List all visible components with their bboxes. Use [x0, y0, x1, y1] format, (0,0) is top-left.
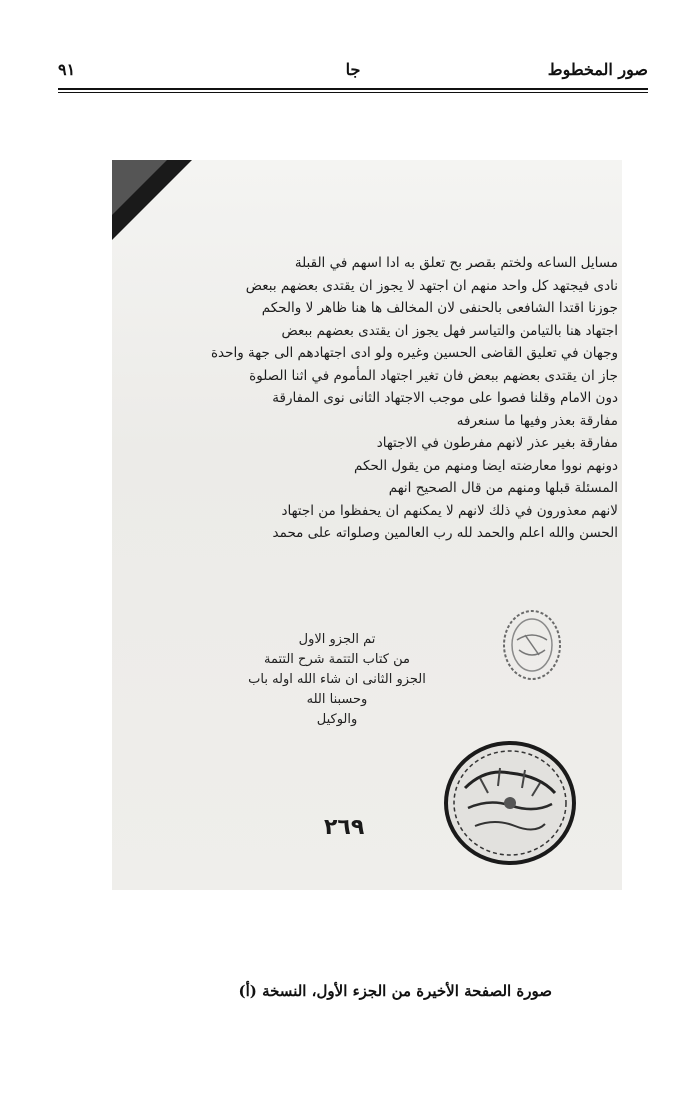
colophon-line: الجزو الثانى ان شاء الله اوله باب — [248, 672, 426, 687]
manuscript-line: مسايل الساعه ولختم بقصر بح تعلق به ادا اسهم في القبلة — [294, 255, 618, 271]
manuscript-corner-fold — [112, 160, 167, 215]
manuscript-line: اجتهاد هنا بالتيامن والتياسر فهل يجوز ان يقتدى بعضهم ببعض — [281, 322, 618, 339]
folio-number: ٢٦٩ — [324, 815, 365, 840]
colophon-line: والوكيل — [316, 712, 358, 727]
manuscript-line: دونهم نووا معارضته ايضا ومنهم من يقول الحكم — [354, 457, 618, 474]
header-rule-thin — [58, 92, 648, 93]
header-rule-thick — [58, 88, 648, 90]
manuscript-line: الحسن والله اعلم والحمد لله رب العالمين وصلواته على محمد — [272, 525, 618, 541]
colophon-line: من كتاب التتمة شرح التتمة — [264, 652, 410, 667]
figure-caption: صورة الصفحة الأخيرة من الجزء الأول، النسخة (أ) — [238, 982, 552, 1000]
volume-label: جا — [345, 60, 361, 79]
manuscript-colophon — [172, 630, 502, 730]
manuscript-line: دون الامام وقلنا فصوا على موجب الاجتهاد الثانى نوى المفارقة — [272, 390, 618, 406]
manuscript-line: مفارقة بعذر وفيها ما سنعرفه — [456, 412, 618, 429]
manuscript-line: نادى فيجتهد كل واحد منهم ان اجتهد لا يجوز ان يقتدى بعضهم ببعض — [245, 277, 618, 294]
colophon-line: تم الجزو الاول — [298, 632, 376, 647]
large-seal-stamp — [440, 738, 580, 868]
manuscript-line: مفارقة بغير عذر لانهم مفرطون في الاجتهاد — [376, 435, 618, 451]
running-header — [58, 56, 648, 86]
manuscript-line: جوزنا اقتدا الشافعى بالحنفى لان المخالف ها هنا ظاهر لا والحكم — [261, 300, 618, 316]
manuscript-line: وجهان في تعليق القاضى الحسين وغيره ولو ادى اجتهادهم الى جهة واحدة — [210, 345, 618, 361]
manuscript-line: جاز ان يقتدى بعضهم ببعض فان تغير اجتهاد المأموم في اثنا الصلوة — [249, 367, 618, 384]
colophon-line: وحسبنا الله — [306, 692, 368, 707]
page-number: ٩١ — [58, 60, 76, 79]
manuscript-image — [112, 160, 622, 890]
manuscript-text-block — [118, 252, 618, 545]
manuscript-line: المسئلة قبلها ومنهم من قال الصحيح انهم — [388, 480, 618, 496]
small-seal-stamp — [497, 605, 567, 685]
manuscript-line: لانهم معذورون في ذلك لانهم لا يمكنهم ان يحفظوا من اجتهاد — [281, 502, 618, 519]
running-header-title: صور المخطوط — [547, 60, 648, 79]
